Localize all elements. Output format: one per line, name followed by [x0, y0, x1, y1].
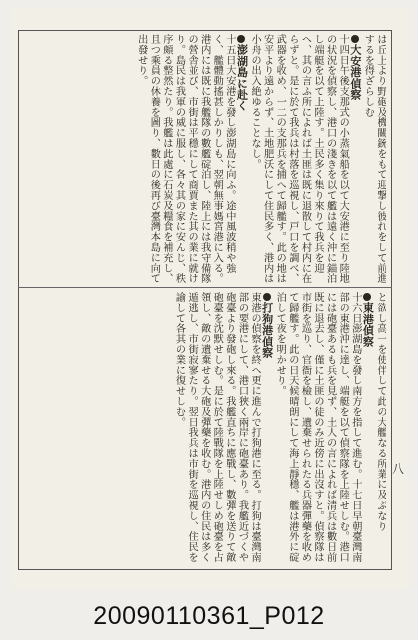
top-section-text — [24, 34, 386, 284]
bottom-article-2-body: 東港の偵察を終へ更に進んで打狗港に至る。打狗は臺灣南部の要港にして、港口狹く兩岸に砲臺あり。我艦近づくや砲臺より發砲し來る。我艦直ちに應戰し、數彈を送りて敵砲臺を沈默せしむ。是に於て陸戰隊を上陸せしめ砲臺を占領し、敵の遺棄せる大砲及彈藥を收む。港内の住民は多く遁逃し、市街寂寥たり。翌日我兵は市街を巡視し、住民を諭して各其の業に復せしむ。 — [173, 292, 261, 563]
bottom-article-2-heading: 打狗港偵察 — [260, 302, 274, 358]
article-marker-icon — [237, 35, 245, 43]
page-frame-bottom-rule — [18, 569, 392, 570]
section-divider-rule — [18, 287, 392, 288]
top-article-1-heading: 大安港偵察 — [348, 44, 362, 100]
top-article-2-heading: 澎湖島に赴く — [235, 44, 249, 112]
top-article-2-body: 十五日大安港を發し澎湖島に向ふ。途中風波稍や強く、艦體動搖甚しかりしも、翌朝無事媽宮港に入る。港内には既に我艦隊の數艦碇泊し、陸上には我守備隊の營舎並び、市街は平穩にして商賈また其の業に就けり。島民は我軍の威に服し、各々其の家に安んじ、秩序頗る整然たり。我艦は此處に石炭及糧食を補充し、且つ乘員の休養を圖り、數日の後再び臺灣本島に向て出發せり。 — [135, 34, 235, 284]
article-marker-icon — [363, 293, 371, 301]
bottom-article-1-heading: 東港偵察 — [361, 302, 375, 347]
page-frame-top-rule — [18, 30, 392, 31]
page-number: 八 — [392, 462, 405, 476]
page-frame-left-rule — [18, 30, 19, 570]
image-caption: 20090110361_P012 — [93, 602, 325, 630]
top-lead-text: は丘上より野砲及機關銃をもて迎撃し彼れをして前進するを得ざらしむ — [362, 34, 386, 284]
bottom-article-1-body: 十六日澎湖島を發し南方を指して進む。十七日早朝臺灣南部の東港沖に達し、端艇を以て偵察隊を上陸せしむ。港口には砲臺あるも兵を見ず、土人の言によれば清兵は數日前既に退去し、僅に土匪の徒のみ近傍に出沒すと。偵察隊は市街を巡り、官衙を檢し、遺棄せられたる兵器彈藥を收めて歸艦す。此の日天候晴朗にして海上靜穩、艦は港外に碇泊して夜を明かせり。 — [274, 292, 361, 563]
article-marker-icon — [351, 35, 359, 43]
bottom-lead-text: と欲し高一を使伴して此の大艦なる所業に及ぶなり — [375, 292, 386, 532]
bottom-section-text — [24, 292, 386, 566]
page-frame-right-rule — [391, 30, 392, 570]
top-article-1-body: 十四日午後支那式の小蒸氣船を以て大安港に至り陸地の状況を偵察し、港口の淺きを以て艦は遠く沖に錨泊し端艇を以て上陸す。土民多く集り來りて我兵を迎へ、其の言ふ所によれば土匪は既に退散して村内に在らずと。是に於て我兵は村落を巡視し、戸口を調べ、武器を收め、一二の支那兵を捕へて歸艦す。此の地は安平より遠からず、土地肥沃にして住民多く、港内は小舟の出入絶ゆることなし。 — [249, 34, 349, 284]
article-marker-icon — [263, 293, 271, 301]
